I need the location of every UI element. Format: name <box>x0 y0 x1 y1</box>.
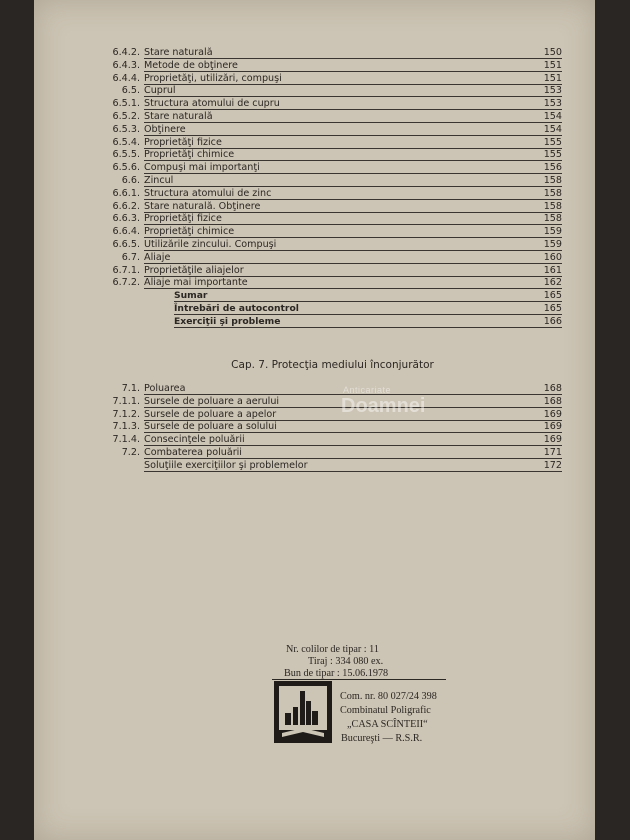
toc-row <box>106 201 562 213</box>
toc-section-title: Poluarea <box>144 383 186 394</box>
toc-page-number: 165 <box>543 290 562 302</box>
toc-section-title: Compuşi mai importanţi <box>144 162 260 174</box>
toc-page-number: 169 <box>543 408 562 420</box>
toc-section-number: 6.6.2. <box>112 200 140 212</box>
colophon-print-date: Bun de tipar : 15.06.1978 <box>284 668 389 679</box>
toc-section-number: 6.5.3. <box>112 123 140 135</box>
toc-row <box>106 316 562 328</box>
chapter-heading: Cap. 7. Protecţia mediului înconjurător <box>231 359 434 371</box>
toc-page-number: 155 <box>543 149 562 161</box>
toc-page-number: 165 <box>543 303 562 314</box>
colophon-printer: Combinatul Poligrafic <box>340 705 431 716</box>
toc-section-title: Sumar <box>174 290 208 302</box>
toc-section-title: Proprietăţile aliajelor <box>144 264 244 276</box>
toc-section-title: Structura atomului de cupru <box>144 98 280 110</box>
toc-section-title: Proprietăţi chimice <box>144 149 235 161</box>
toc-row <box>106 303 562 315</box>
toc-leader-line <box>144 471 562 472</box>
toc-section-number: 7.1.3. <box>112 421 140 433</box>
toc-page-number: 168 <box>543 383 562 394</box>
toc-section-title: Proprietăţi fizice <box>144 213 222 225</box>
toc-row <box>106 447 562 459</box>
toc-section-number: 6.6.1. <box>112 187 140 199</box>
toc-page-number: 158 <box>543 175 562 186</box>
toc-row <box>106 137 562 149</box>
toc-row <box>106 213 562 225</box>
toc-row <box>106 98 562 110</box>
toc-section-title: Obţinere <box>144 123 186 135</box>
toc-section-title: Sursele de poluare a apelor <box>144 408 277 420</box>
toc-section-number: 6.6.5. <box>112 239 140 250</box>
toc-section-title: Soluţiile exerciţiilor şi problemelor <box>144 459 308 471</box>
toc-section-number: 6.4.2. <box>112 47 140 58</box>
toc-section-number: 6.5.6. <box>112 162 140 174</box>
toc-page-number: 160 <box>543 251 562 263</box>
toc-section-title: Stare naturală. Obţinere <box>144 200 261 212</box>
toc-section-number: 6.5.5. <box>112 149 140 161</box>
toc-page-number: 168 <box>543 395 562 407</box>
toc-section-title: Aliaje <box>144 251 171 263</box>
toc-section-title: Aliaje mai importante <box>144 277 248 289</box>
book-page <box>34 0 595 840</box>
toc-row <box>106 239 562 251</box>
toc-section-number: 6.6. <box>121 175 140 186</box>
toc-row <box>106 434 562 446</box>
toc-section-title: Zincul <box>144 175 174 186</box>
toc-row <box>106 124 562 136</box>
toc-row <box>106 175 562 187</box>
toc-section-number: 6.6.3. <box>112 213 140 225</box>
toc-section-number: 6.5. <box>121 85 140 97</box>
toc-page-number: 151 <box>543 59 562 71</box>
toc-section-number: 6.5.2. <box>112 111 140 122</box>
toc-page-number: 158 <box>543 213 562 225</box>
toc-section-title: Consecinţele poluării <box>144 434 245 446</box>
toc-section-number: 7.1.4. <box>112 434 140 446</box>
toc-page-number: 159 <box>543 239 562 250</box>
colophon-printer-name: „CASA SCÎNTEII“ <box>347 719 428 730</box>
toc-section-number: 7.1.1. <box>112 395 140 407</box>
toc-page-number: 153 <box>543 98 562 110</box>
toc-section-title: Metode de obţinere <box>144 59 238 71</box>
toc-row <box>106 265 562 277</box>
toc-row <box>106 47 562 59</box>
colophon-sheets: Nr. colilor de tipar : 11 <box>286 644 379 655</box>
colophon-order-number: Com. nr. 80 027/24 398 <box>340 691 437 702</box>
toc-section-number: 6.7.2. <box>112 277 140 289</box>
toc-page-number: 171 <box>543 447 562 458</box>
toc-page-number: 158 <box>543 200 562 212</box>
toc-section-number: 6.4.4. <box>112 72 140 84</box>
toc-page-number: 156 <box>543 162 562 174</box>
printing-house-logo-icon <box>274 681 332 743</box>
toc-section-title: Cuprul <box>144 85 176 97</box>
toc-section-title: Structura atomului de zinc <box>144 187 272 199</box>
toc-section-title: Sursele de poluare a aerului <box>144 395 280 407</box>
colophon-print-run: Tiraj : 334 080 ex. <box>308 656 384 667</box>
toc-page-number: 151 <box>543 72 562 84</box>
toc-section-number: 6.5.1. <box>112 98 140 110</box>
toc-page-number: 172 <box>543 459 562 471</box>
toc-row <box>106 162 562 174</box>
toc-row <box>106 85 562 97</box>
toc-row <box>106 149 562 161</box>
toc-row <box>106 252 562 264</box>
toc-page-number: 162 <box>543 277 562 289</box>
toc-row <box>106 60 562 72</box>
toc-section-title: Combaterea poluării <box>144 447 242 458</box>
toc-section-title: Stare naturală <box>144 111 213 122</box>
toc-row <box>106 73 562 85</box>
toc-page-number: 169 <box>543 434 562 446</box>
toc-page-number: 161 <box>543 264 562 276</box>
toc-page-number: 153 <box>543 85 562 97</box>
toc-section-title: Proprietăţi, utilizări, compuşi <box>144 72 282 84</box>
toc-row <box>106 111 562 123</box>
toc-page-number: 166 <box>543 315 562 327</box>
toc-leader-line <box>174 327 562 328</box>
toc-section-title: Întrebări de autocontrol <box>174 303 299 314</box>
toc-page-number: 158 <box>543 187 562 199</box>
toc-row <box>106 277 562 289</box>
toc-page-number: 155 <box>543 136 562 148</box>
colophon-divider <box>272 679 446 680</box>
toc-section-title: Proprietăţi chimice <box>144 226 235 238</box>
toc-section-number: 6.6.4. <box>112 226 140 238</box>
toc-row <box>106 290 562 302</box>
toc-section-number: 7.1. <box>121 383 140 394</box>
toc-section-number: 6.4.3. <box>112 59 140 71</box>
watermark-brand-text: Doamnei <box>341 395 426 417</box>
toc-section-title: Utilizările zincului. Compuşi <box>144 239 277 250</box>
toc-section-title: Proprietăţi fizice <box>144 136 222 148</box>
toc-section-number: 6.5.4. <box>112 136 140 148</box>
toc-page-number: 150 <box>543 47 562 58</box>
toc-row <box>106 460 562 472</box>
toc-page-number: 159 <box>543 226 562 238</box>
watermark-top-text: Anticariate <box>343 385 392 395</box>
watermark <box>321 385 436 429</box>
colophon-city: Bucureşti — R.S.R. <box>341 733 423 744</box>
toc-row <box>106 226 562 238</box>
toc-section-number: 7.2. <box>121 447 140 458</box>
toc-section-number: 6.7. <box>121 251 140 263</box>
toc-page-number: 154 <box>543 123 562 135</box>
toc-page-number: 154 <box>543 111 562 122</box>
toc-page-number: 169 <box>543 421 562 433</box>
toc-section-number: 7.1.2. <box>112 408 140 420</box>
toc-section-title: Sursele de poluare a solului <box>144 421 277 433</box>
toc-section-title: Exerciţii şi probleme <box>174 315 281 327</box>
toc-row <box>106 188 562 200</box>
toc-section-number: 6.7.1. <box>112 264 140 276</box>
toc-section-title: Stare naturală <box>144 47 213 58</box>
